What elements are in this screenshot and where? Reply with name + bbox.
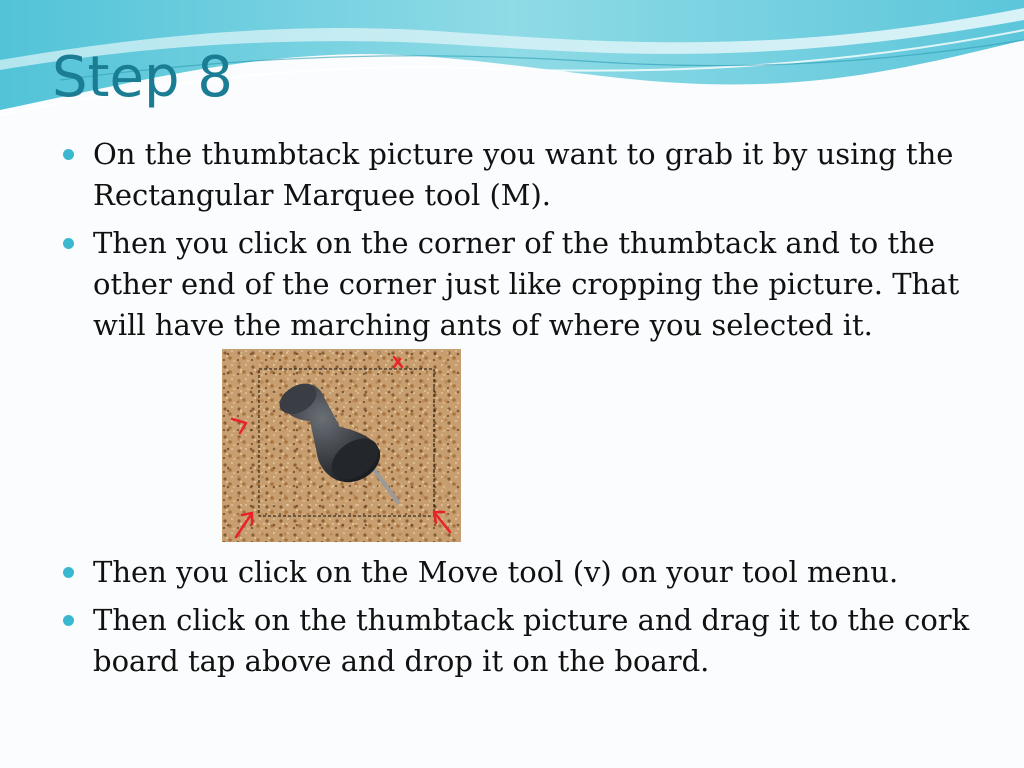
bullet-item — [60, 552, 980, 593]
bullet-item — [60, 223, 980, 346]
bullet-dot-icon — [63, 149, 74, 160]
bullet-item — [60, 600, 980, 682]
slide-title: Step 8 — [52, 45, 233, 110]
bullet-text: Then you click on the Move tool (v) on your tool menu. — [93, 555, 899, 589]
bullet-list-bottom — [60, 552, 980, 689]
bullet-text: Then you click on the corner of the thumbtack and to the other end of the corner just like cropping the picture. That will have the marching ants of where you selected it. — [93, 226, 960, 342]
bullet-item — [60, 134, 980, 216]
bullet-text: On the thumbtack picture you want to grab it by using the Rectangular Marquee tool (M). — [93, 137, 954, 212]
bullet-list-top — [60, 134, 980, 353]
bullet-dot-icon — [63, 238, 74, 249]
bullet-dot-icon — [63, 615, 74, 626]
bullet-dot-icon — [63, 567, 74, 578]
bullet-text: Then click on the thumbtack picture and drag it to the cork board tap above and drop it on the board. — [93, 603, 970, 678]
thumbtack-image — [222, 349, 461, 542]
